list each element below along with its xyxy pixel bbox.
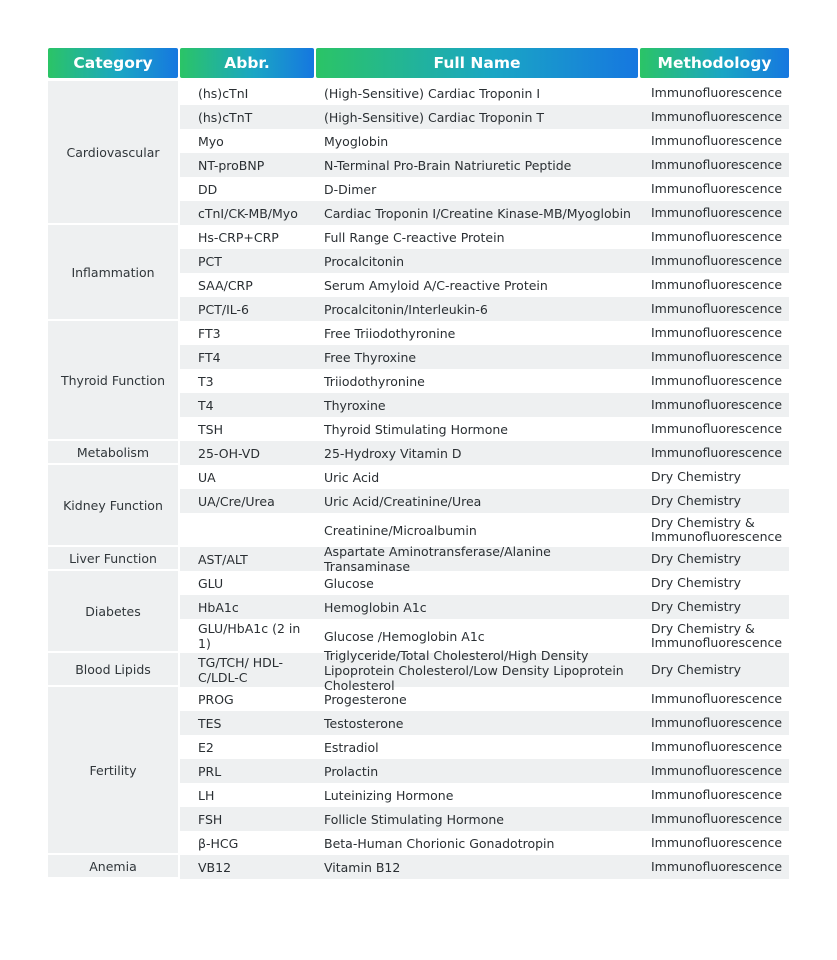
full-name-cell: Progesterone <box>324 691 407 707</box>
abbr-cell: Myo <box>198 133 224 149</box>
abbr-cell: Hs-CRP+CRP <box>198 229 279 245</box>
table-row <box>180 201 789 225</box>
table-row <box>180 273 789 297</box>
methodology-cell: Immunofluorescence <box>651 325 783 340</box>
abbr-cell: TG/TCH/ HDL-C/LDL-C <box>198 655 284 685</box>
category-column <box>48 81 178 879</box>
rows-container <box>180 81 789 879</box>
methodology-cell: Dry Chemistry <box>651 493 742 508</box>
table-row <box>180 441 789 465</box>
methodology-cell: Dry Chemistry <box>651 599 742 614</box>
full-name-cell: Luteinizing Hormone <box>324 787 454 803</box>
abbr-cell: PCT/IL-6 <box>198 301 250 317</box>
table-body <box>48 81 789 879</box>
table-row <box>180 544 789 574</box>
table-row <box>180 807 789 831</box>
table-row <box>180 417 789 441</box>
category-cell: Fertility <box>48 687 178 855</box>
abbr-cell: (hs)cTnT <box>198 109 253 125</box>
full-name-cell: Follicle Stimulating Hormone <box>324 811 504 827</box>
full-name-cell: (High-Sensitive) Cardiac Troponin T <box>324 109 545 125</box>
methodology-cell: Dry Chemistry & Immunofluorescence <box>651 515 783 544</box>
header-abbr: Abbr. <box>180 48 314 78</box>
abbr-cell: PCT <box>198 253 222 269</box>
abbr-cell: FT4 <box>198 349 221 365</box>
methodology-cell: Immunofluorescence <box>651 277 783 292</box>
full-name-cell: Serum Amyloid A/C-reactive Protein <box>324 277 548 293</box>
methodology-cell: Immunofluorescence <box>651 811 783 826</box>
category-cell: Metabolism <box>48 441 178 465</box>
table-row <box>180 489 789 513</box>
full-name-cell: D-Dimer <box>324 181 377 197</box>
abbr-cell: T3 <box>198 373 214 389</box>
abbr-cell: cTnI/CK-MB/Myo <box>198 205 298 221</box>
methodology-cell: Immunofluorescence <box>651 205 783 220</box>
full-name-cell: Triiodothyronine <box>324 373 425 389</box>
abbr-cell: FT3 <box>198 325 221 341</box>
full-name-cell: Thyroid Stimulating Hormone <box>324 421 508 437</box>
methodology-cell: Immunofluorescence <box>651 349 783 364</box>
full-name-cell: Aspartate Aminotransferase/Alanine Transaminase <box>324 544 551 574</box>
methodology-cell: Immunofluorescence <box>651 445 783 460</box>
abbr-cell: 25-OH-VD <box>198 445 260 461</box>
table-row <box>180 855 789 879</box>
full-name-cell: Thyroxine <box>324 397 386 413</box>
category-cell: Inflammation <box>48 225 178 321</box>
abbr-cell: SAA/CRP <box>198 277 253 293</box>
full-name-cell: Myoglobin <box>324 133 389 149</box>
methodology-cell: Immunofluorescence <box>651 229 783 244</box>
full-name-cell: Vitamin B12 <box>324 859 401 875</box>
methodology-cell: Immunofluorescence <box>651 421 783 436</box>
header-category: Category <box>48 48 178 78</box>
abbr-cell: HbA1c <box>198 599 239 615</box>
category-cell: Cardiovascular <box>48 81 178 225</box>
methodology-cell: Immunofluorescence <box>651 181 783 196</box>
table-row <box>180 647 789 693</box>
abbr-cell: DD <box>198 181 218 197</box>
methodology-cell: Immunofluorescence <box>651 133 783 148</box>
table-row <box>180 321 789 345</box>
methodology-cell: Immunofluorescence <box>651 835 783 850</box>
methodology-cell: Immunofluorescence <box>651 397 783 412</box>
full-name-cell: Uric Acid/Creatinine/Urea <box>324 493 482 509</box>
abbr-cell: TSH <box>198 421 223 437</box>
test-menu-table <box>48 48 789 879</box>
abbr-cell: NT-proBNP <box>198 157 265 173</box>
table-row <box>180 249 789 273</box>
methodology-cell: Dry Chemistry <box>651 469 742 484</box>
full-name-cell: (High-Sensitive) Cardiac Troponin I <box>324 85 541 101</box>
abbr-cell: VB12 <box>198 859 232 875</box>
abbr-cell: GLU/HbA1c (2 in 1) <box>198 621 301 651</box>
header-methodology: Methodology <box>640 48 789 78</box>
full-name-cell: Cardiac Troponin I/Creatine Kinase-MB/Myoglobin <box>324 205 631 221</box>
abbr-cell: PROG <box>198 691 234 707</box>
full-name-cell: Glucose <box>324 575 374 591</box>
methodology-cell: Immunofluorescence <box>651 763 783 778</box>
table-row <box>180 711 789 735</box>
table-row <box>180 571 789 595</box>
abbr-cell: LH <box>198 787 215 803</box>
methodology-cell: Dry Chemistry <box>651 551 742 566</box>
full-name-cell: Uric Acid <box>324 469 380 485</box>
table-row <box>180 735 789 759</box>
full-name-cell: Creatinine/Microalbumin <box>324 522 477 538</box>
table-row <box>180 129 789 153</box>
category-cell: Thyroid Function <box>48 321 178 441</box>
full-name-cell: Triglyceride/Total Cholesterol/High Density Lipoprotein Cholesterol/Low Density Lipoprotein Cholesterol <box>324 647 624 693</box>
table-row <box>180 513 789 547</box>
methodology-cell: Immunofluorescence <box>651 85 783 100</box>
table-row <box>180 345 789 369</box>
methodology-cell: Immunofluorescence <box>651 859 783 874</box>
table-row <box>180 783 789 807</box>
methodology-cell: Immunofluorescence <box>651 253 783 268</box>
abbr-cell: β-HCG <box>198 835 239 851</box>
full-name-cell: Beta-Human Chorionic Gonadotropin <box>324 835 555 851</box>
full-name-cell: Glucose /Hemoglobin A1c <box>324 628 485 644</box>
table-row <box>180 831 789 855</box>
methodology-cell: Dry Chemistry & Immunofluorescence <box>651 621 783 650</box>
table-row <box>180 225 789 249</box>
table-row <box>180 177 789 201</box>
methodology-cell: Immunofluorescence <box>651 301 783 316</box>
category-cell: Anemia <box>48 855 178 879</box>
abbr-cell: T4 <box>198 397 214 413</box>
abbr-cell: (hs)cTnI <box>198 85 249 101</box>
table-row <box>180 687 789 711</box>
abbr-cell: PRL <box>198 763 222 779</box>
table-row <box>180 105 789 129</box>
table-row <box>180 759 789 783</box>
methodology-cell: Immunofluorescence <box>651 373 783 388</box>
table-row <box>180 81 789 105</box>
methodology-cell: Immunofluorescence <box>651 715 783 730</box>
methodology-cell: Immunofluorescence <box>651 109 783 124</box>
abbr-cell: GLU <box>198 575 224 591</box>
table-row <box>180 369 789 393</box>
full-name-cell: N-Terminal Pro-Brain Natriuretic Peptide <box>324 157 572 173</box>
methodology-cell: Dry Chemistry <box>651 575 742 590</box>
abbr-cell: UA/Cre/Urea <box>198 493 275 509</box>
full-name-cell: Estradiol <box>324 739 379 755</box>
table-row <box>180 465 789 489</box>
table-row <box>180 153 789 177</box>
table-row <box>180 393 789 417</box>
abbr-cell: TES <box>198 715 222 731</box>
category-cell: Kidney Function <box>48 465 178 547</box>
methodology-cell: Immunofluorescence <box>651 157 783 172</box>
table-row <box>180 595 789 619</box>
full-name-cell: Procalcitonin <box>324 253 405 269</box>
methodology-cell: Immunofluorescence <box>651 739 783 754</box>
abbr-cell: AST/ALT <box>198 551 248 567</box>
methodology-cell: Immunofluorescence <box>651 787 783 802</box>
methodology-cell: Dry Chemistry <box>651 662 742 677</box>
methodology-cell: Immunofluorescence <box>651 691 783 706</box>
category-cell: Diabetes <box>48 571 178 653</box>
full-name-cell: Free Triiodothyronine <box>324 325 456 341</box>
full-name-cell: Prolactin <box>324 763 379 779</box>
full-name-cell: Free Thyroxine <box>324 349 417 365</box>
full-name-cell: Hemoglobin A1c <box>324 599 427 615</box>
full-name-cell: 25-Hydroxy Vitamin D <box>324 445 462 461</box>
abbr-cell: E2 <box>198 739 214 755</box>
table-row <box>180 297 789 321</box>
abbr-cell: FSH <box>198 811 223 827</box>
table-header <box>48 48 789 78</box>
abbr-cell: UA <box>198 469 216 485</box>
header-full-name: Full Name <box>316 48 638 78</box>
full-name-cell: Full Range C-reactive Protein <box>324 229 505 245</box>
category-cell: Liver Function <box>48 547 178 571</box>
full-name-cell: Testosterone <box>324 715 404 731</box>
category-cell: Blood Lipids <box>48 653 178 687</box>
full-name-cell: Procalcitonin/Interleukin-6 <box>324 301 488 317</box>
